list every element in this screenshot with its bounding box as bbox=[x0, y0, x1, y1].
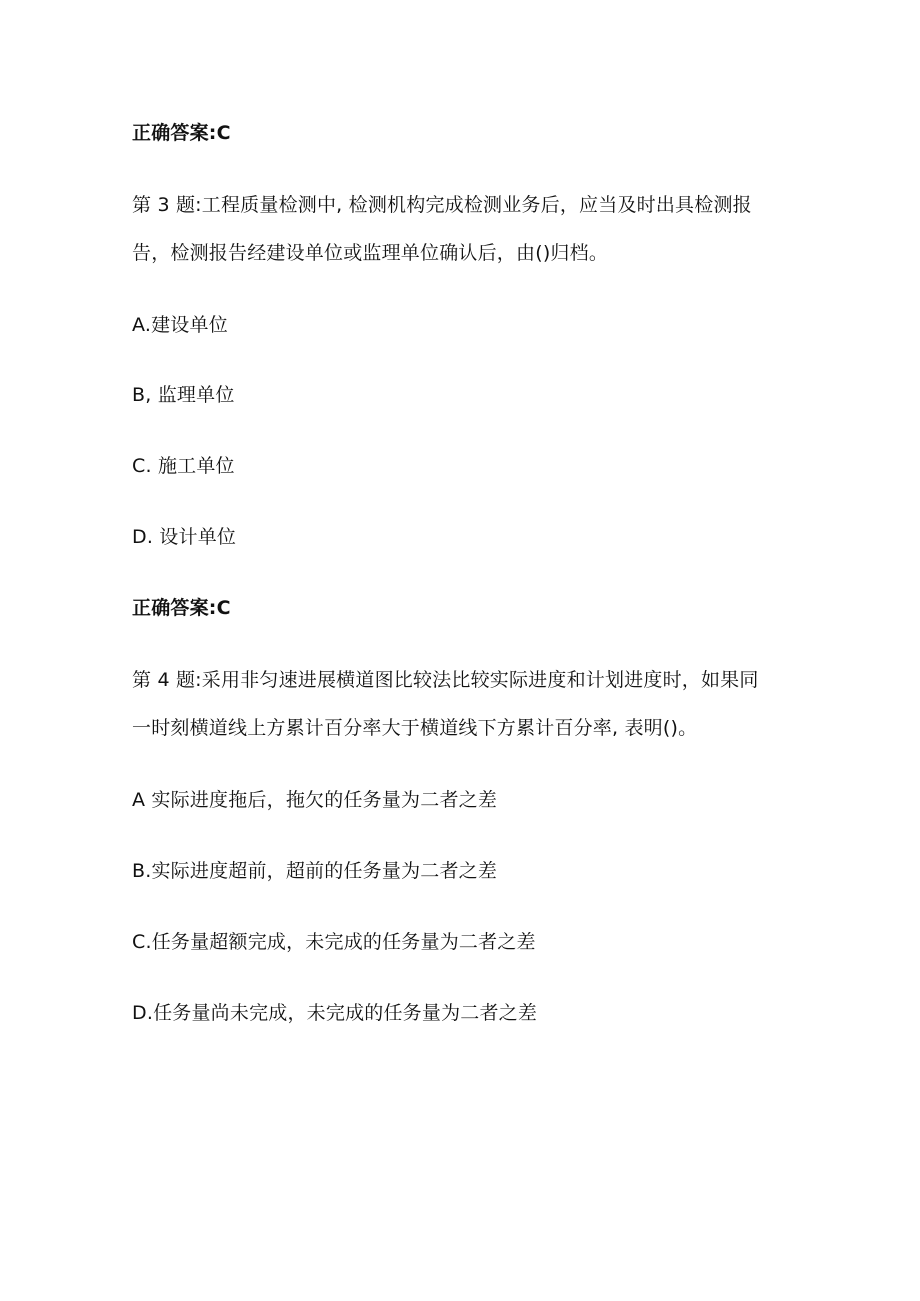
question-4-line-1: 第 4 题:采用非匀速进展横道图比较法比较实际进度和计划进度时，如果同 bbox=[132, 669, 759, 691]
question-3-option-d: D. 设计单位 bbox=[132, 526, 237, 548]
question-4-line-2: 一时刻横道线上方累计百分率大于横道线下方累计百分率, 表明()。 bbox=[132, 717, 698, 739]
correct-answer-q2: 正确答案:C bbox=[132, 122, 231, 144]
question-3-line-1: 第 3 题:工程质量检测中, 检测机构完成检测业务后，应当及时出具检测报 bbox=[132, 194, 752, 216]
question-3-option-b: B, 监理单位 bbox=[132, 384, 235, 406]
question-4-option-a: A 实际进度拖后，拖欠的任务量为二者之差 bbox=[132, 789, 498, 811]
question-3-option-a: A.建设单位 bbox=[132, 314, 228, 336]
question-3-line-2: 告，检测报告经建设单位或监理单位确认后，由()归档。 bbox=[132, 242, 609, 264]
question-4-option-c: C.任务量超额完成，未完成的任务量为二者之差 bbox=[132, 931, 536, 953]
question-4-option-d: D.任务量尚未完成，未完成的任务量为二者之差 bbox=[132, 1002, 538, 1024]
question-3-option-c: C. 施工单位 bbox=[132, 455, 235, 477]
question-4-option-b: B.实际进度超前，超前的任务量为二者之差 bbox=[132, 860, 498, 882]
correct-answer-q3: 正确答案:C bbox=[132, 597, 231, 619]
